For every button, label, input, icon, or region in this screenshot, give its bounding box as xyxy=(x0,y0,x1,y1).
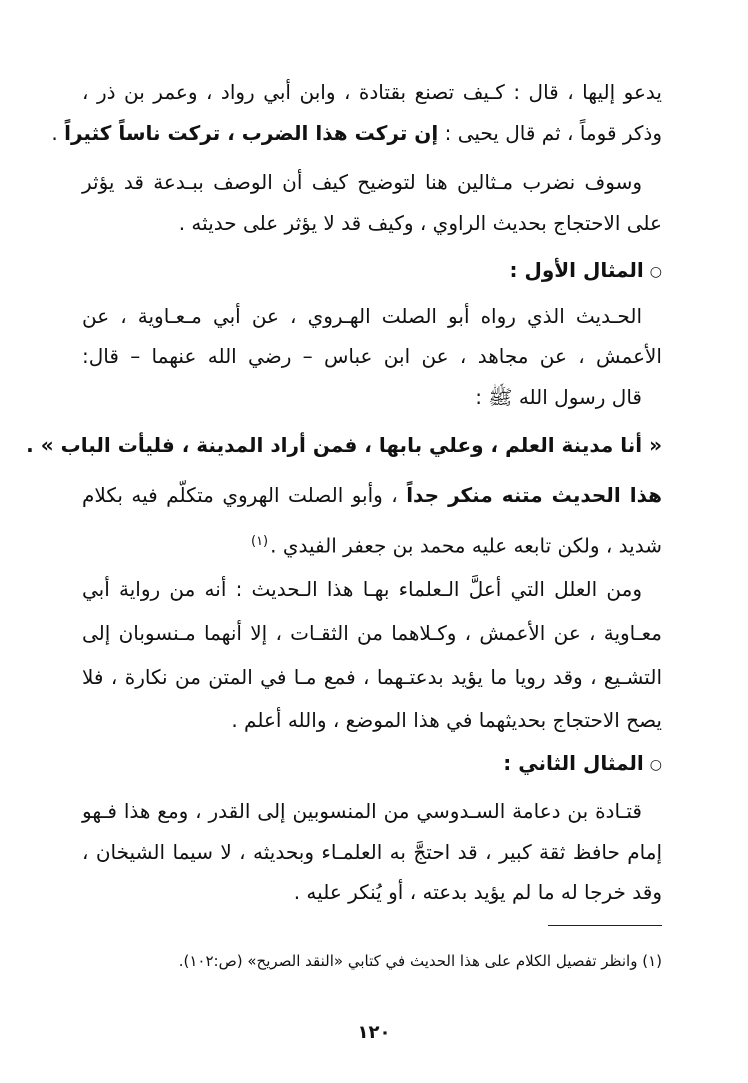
text-run: شديد ، ولكن تابعه عليه محمد بن جعفر الفيدي . xyxy=(270,533,662,558)
text-line: الأعمش ، عن مجاهد ، عن ابن عباس – رضي الله عنهما – قال: xyxy=(82,344,662,368)
hadith-quote xyxy=(26,425,662,465)
text-line: معـاوية ، عن الأعمش ، وكـلاهما من الثقـات ، إلا أنهما مـنسوبان إلى xyxy=(82,621,662,645)
text-line: يصح الاحتجاج بحديثهما في هذا الموضع ، والله أعلم . xyxy=(231,708,662,732)
section-heading-1 xyxy=(82,250,662,290)
footnote: (١) وانظر تفصيل الكلام على هذا الحديث في كتابي «النقد الصريح» (ص:١٠٢). xyxy=(178,952,662,970)
heading-colon: : xyxy=(503,751,519,775)
verdict-text: هذا الحديث متنه منكر جداً xyxy=(406,483,663,507)
text-line: يدعو إليها ، قال : كـيف تصنع بقتادة ، وابن أبي رواد ، وعمر بن ذر ، xyxy=(82,80,662,104)
heading-colon: : xyxy=(509,258,525,282)
text-line xyxy=(82,475,662,515)
text-line: التشـيع ، وقد رويا ما يؤيد بدعتـهما ، فمع مـا في المتن من نكارة ، فلا xyxy=(82,665,662,689)
page-number: ١٢٠ xyxy=(357,1022,391,1043)
text-run: وذكر قوماً ، ثم قال يحيى : xyxy=(438,121,662,145)
text-line: قال رسول الله ﷺ : xyxy=(475,385,642,409)
section-heading-2 xyxy=(82,743,662,783)
footnote-divider xyxy=(548,925,662,926)
quote-open: « xyxy=(642,433,662,457)
text-line: إمام حافظ ثقة كبير ، قد احتجَّ به العلمـاء وبحديثه ، لا سيما الشيخان ، xyxy=(82,840,662,864)
text-line: قتـادة بن دعامة السـدوسي من المنسوبين إلى القدر ، ومع هذا فـهو xyxy=(82,799,642,823)
text-line: الحـديث الذي رواه أبو الصلت الهـروي ، عن أبي مـعـاوية ، عن xyxy=(82,304,642,328)
text-line: وقد خرجا له ما لم يؤيد بدعته ، أو يُنكر عليه . xyxy=(293,880,662,904)
heading-title: المثال الأول xyxy=(524,258,644,282)
text-run: ، وأبو الصلت الهروي متكلّم فيه بكلام xyxy=(82,483,407,507)
text-line xyxy=(51,113,662,153)
punctuation: . xyxy=(51,121,65,145)
text-line: وسوف نضرب مـثالين هنا لتوضيح كيف أن الوصف ببـدعة قد يؤثر xyxy=(82,170,642,194)
quote-close: » . xyxy=(26,433,61,457)
text-line xyxy=(82,522,662,562)
text-line: ومن العلل التي أعلَّ الـعلماء بهـا هذا الـحديث : أنه من رواية أبي xyxy=(82,577,642,601)
footnote-reference[interactable]: (١) xyxy=(250,534,269,549)
heading-title: المثال الثاني xyxy=(518,751,644,775)
circle-bullet-icon: ○ xyxy=(649,756,662,773)
circle-bullet-icon: ○ xyxy=(649,263,662,280)
text-line: على الاحتجاج بحديث الراوي ، وكيف قد لا يؤثر على حديثه . xyxy=(178,211,662,235)
emphasized-quote: إن تركت هذا الضرب ، تركت ناساً كثيراً xyxy=(64,121,439,145)
hadith-text: أنا مدينة العلم ، وعلي بابها ، فمن أراد المدينة ، فليأت الباب xyxy=(60,433,643,457)
